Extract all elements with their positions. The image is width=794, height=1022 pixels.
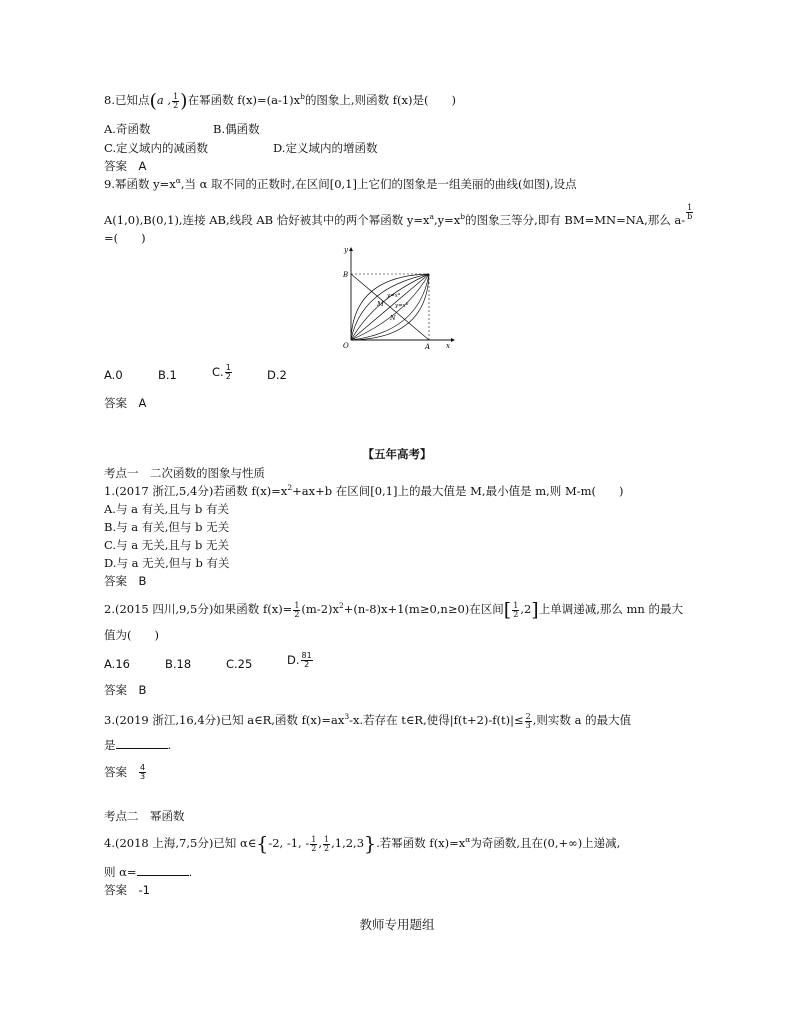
q8-option-d: D.定义域内的增函数 <box>273 141 378 155</box>
q1-option-d: D.与 a 无关,但与 b 有关 <box>104 556 230 570</box>
q1-option-c: C.与 a 无关,且与 b 无关 <box>104 538 230 552</box>
q8-answer: 答案 A <box>104 159 147 173</box>
curve-a-label: $y=x^a$ <box>387 291 401 299</box>
q8-option-a: A.奇函数 <box>104 122 151 136</box>
q8-option-c: C.定义域内的减函数 <box>104 141 209 155</box>
q1-stem: 1.(2017 浙江,5,4分)若函数 $f(x)=x^2+ax+b$ 在区间[0,1]上的最大值是 M,最小值是 m,则 M-m( ) <box>104 483 624 498</box>
q4-stem-line1: 4.(2018 上海,7,5分)已知 α∈{-2, -1, - $\frac{1}{2}$ , $\frac{1}{2}$ ,1,2,3}.若幂函数 $f(x)=x^\alpha$为奇函数,且在(0,+∞)上递减, <box>104 833 621 855</box>
q2-option-c: C.25 <box>226 657 253 671</box>
q3-stem-line2: 是 . <box>104 738 172 752</box>
q2-stem-line2: 值为( ) <box>104 628 159 642</box>
q9-stem-line2: A(1,0),B(0,1),连接 AB,线段 AB 恰好被其中的两个幂函数 $y=x^a,y=x^b$的图象三等分,即有 BM=MN=NA,那么 a- $\frac{1}{b}$ <box>104 203 693 227</box>
teacher-problem-set-heading: 教师专用题组 <box>359 917 435 932</box>
q9-option-a: A.0 <box>104 368 123 382</box>
point-n-label: N <box>390 314 396 322</box>
q8-stem: 8.已知点(a , $\frac{1}{2}$ )在幂函数 $f(x)=(a-1)x^b$的图象上,则函数 f(x)是( ) <box>104 90 456 112</box>
q2-option-d: D. $\frac{81}{2}$ <box>287 651 312 669</box>
q4-answer: 答案 -1 <box>104 883 150 897</box>
curve-b-label: $y=x^b$ <box>395 301 409 309</box>
q4-answer-blank <box>137 865 189 876</box>
q9-option-d: D.2 <box>267 368 287 382</box>
q2-option-b: B.18 <box>165 657 192 671</box>
q2-stem-line1: 2.(2015 四川,9,5分)如果函数 f(x)= $\frac{1}{2}$ $(m-2)x^2+(n-8)x+1(m\ge 0,n\ge 0)$在区间[ $\frac{1}{2}$ ,2]上单调递减,那么 mn 的最大 <box>104 599 683 621</box>
q9-stem-line1: 9.幂函数 $y=x^\alpha$,当 α 取不同的正数时,在区间[0,1]上它们的图象是一组美丽的曲线(如图),设点 <box>104 176 577 191</box>
q9-stem-line3: =( ) <box>104 231 146 245</box>
q3-stem-line1: 3.(2019 浙江,16,4分)已知 a∈R,函数 $f(x)=ax^3-x$.若存在 t∈R,使得|f(t+2)-f(t)|≤ $\frac{2}{3}$ ,则实数 a 的最大值 <box>104 711 632 730</box>
point-a-label: A <box>425 343 431 351</box>
q9-option-b: B.1 <box>158 368 177 382</box>
q2-option-a: A.16 <box>104 657 130 671</box>
q3-answer-blank <box>116 738 168 749</box>
q1-option-a: A.与 a 有关,且与 b 有关 <box>104 502 229 516</box>
q1-option-b: B.与 a 有关,但与 b 无关 <box>104 520 230 534</box>
point-b-label: B <box>343 271 349 279</box>
power-function-figure <box>335 243 460 353</box>
section-title: 【五年高考】 <box>362 447 432 461</box>
q2-answer: 答案 B <box>104 683 147 697</box>
q9-answer: 答案 A <box>104 396 147 410</box>
axis-y-label: y <box>344 246 348 254</box>
q8-option-b: B.偶函数 <box>213 122 260 136</box>
topic-1-heading: 考点一 二次函数的图象与性质 <box>104 466 265 480</box>
point-m-label: M <box>377 300 384 308</box>
axis-x-label: x <box>446 342 450 350</box>
topic-2-heading: 考点二 幂函数 <box>104 809 185 823</box>
q1-answer: 答案 B <box>104 574 147 588</box>
q3-answer: 答案 $\frac{4}{3}$ <box>104 763 146 781</box>
origin-label: O <box>343 342 349 350</box>
q9-option-c: C. $\frac{1}{2}$ <box>212 363 231 381</box>
q4-stem-line2: 则 α= . <box>104 865 193 879</box>
fraction-half: $\frac{1}{2}$ <box>173 91 179 110</box>
